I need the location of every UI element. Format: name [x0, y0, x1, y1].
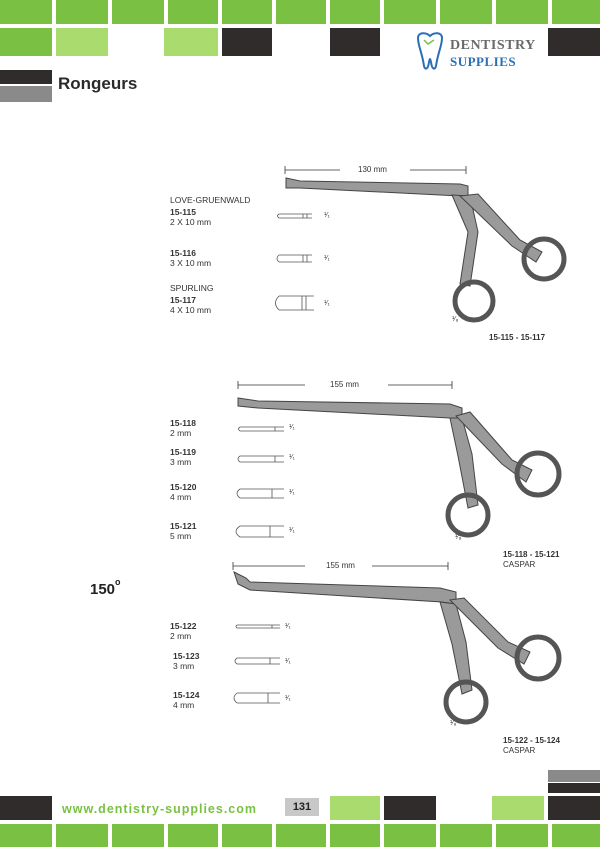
- item-code: 15-117: [170, 295, 196, 305]
- tip-fraction: ¹⁄₁: [289, 454, 295, 461]
- rongeur-2-drawing: [238, 398, 559, 535]
- item-size: 3 X 10 mm: [170, 258, 212, 268]
- item-15-118: [170, 418, 196, 438]
- item-size: 4 mm: [170, 492, 192, 502]
- logo-line1: DENTISTRY: [450, 38, 536, 53]
- item-15-123: [173, 651, 199, 671]
- item-code: 15-116: [170, 248, 196, 258]
- item-15-121: [170, 521, 196, 541]
- item-size: 5 mm: [170, 531, 192, 541]
- scale-fraction: ¹⁄₈: [450, 720, 457, 727]
- item-size: 2 mm: [170, 428, 192, 438]
- item-size: 4 X 10 mm: [170, 305, 212, 315]
- rongeur-3-drawing: [234, 572, 559, 722]
- reference-range-1: 15-115 - 15-117: [489, 333, 546, 342]
- tip-fraction: ¹⁄₁: [289, 527, 295, 534]
- length-label-1: 130 mm: [358, 165, 387, 174]
- item-code: 15-120: [170, 482, 197, 492]
- item-code: 15-119: [170, 447, 196, 457]
- tip-fraction: ¹⁄₁: [285, 695, 291, 702]
- item-name: LOVE-GRUENWALD: [170, 195, 251, 205]
- tip-fraction: ¹⁄₁: [285, 623, 291, 630]
- item-15-124: [173, 690, 199, 710]
- scale-fraction: ¹⁄₈: [452, 316, 459, 323]
- page-number: 131: [285, 798, 319, 816]
- tip-fraction: ¹⁄₁: [324, 212, 330, 219]
- footer-url[interactable]: www.dentistry-supplies.com: [62, 802, 258, 816]
- item-code: 15-118: [170, 418, 196, 428]
- item-size: 2 mm: [170, 631, 192, 641]
- tip-profiles: [234, 214, 314, 703]
- item-15-120: [170, 482, 196, 502]
- scale-fraction: ¹⁄₈: [455, 534, 462, 541]
- item-size: 2 X 10 mm: [170, 217, 212, 227]
- rongeur-1-drawing: [286, 178, 564, 320]
- length-label-2: 155 mm: [330, 380, 359, 389]
- tip-fraction: ¹⁄₁: [289, 489, 295, 496]
- tip-fraction: ¹⁄₁: [324, 255, 330, 262]
- item-code: 15-124: [173, 690, 200, 700]
- item-name: SPURLING: [170, 283, 214, 293]
- item-15-116: [170, 248, 211, 268]
- length-label-3: 155 mm: [326, 561, 355, 570]
- item-size: 4 mm: [173, 700, 195, 710]
- item-code: 15-115: [170, 207, 196, 217]
- item-size: 3 mm: [170, 457, 192, 467]
- item-15-119: [170, 447, 196, 467]
- reference-range-2: 15-118 - 15-121 CASPAR: [503, 550, 560, 569]
- item-code: 15-121: [170, 521, 197, 531]
- item-15-115: [170, 195, 250, 227]
- angle-label: 150$^o$: [90, 577, 121, 598]
- item-size: 3 mm: [173, 661, 195, 671]
- item-15-122: [170, 621, 196, 641]
- reference-range-3: 15-122 - 15-124 CASPAR: [503, 736, 560, 755]
- page-title: Rongeurs: [58, 74, 138, 93]
- tip-fraction: ¹⁄₁: [285, 658, 291, 665]
- item-code: 15-123: [173, 651, 200, 661]
- degree-mark: o: [115, 577, 121, 587]
- item-code: 15-122: [170, 621, 197, 631]
- logo-line2: SUPPLIES: [450, 54, 517, 69]
- tip-fraction: ¹⁄₁: [289, 424, 295, 431]
- tip-fraction: ¹⁄₁: [324, 300, 330, 307]
- item-15-117: [170, 283, 213, 315]
